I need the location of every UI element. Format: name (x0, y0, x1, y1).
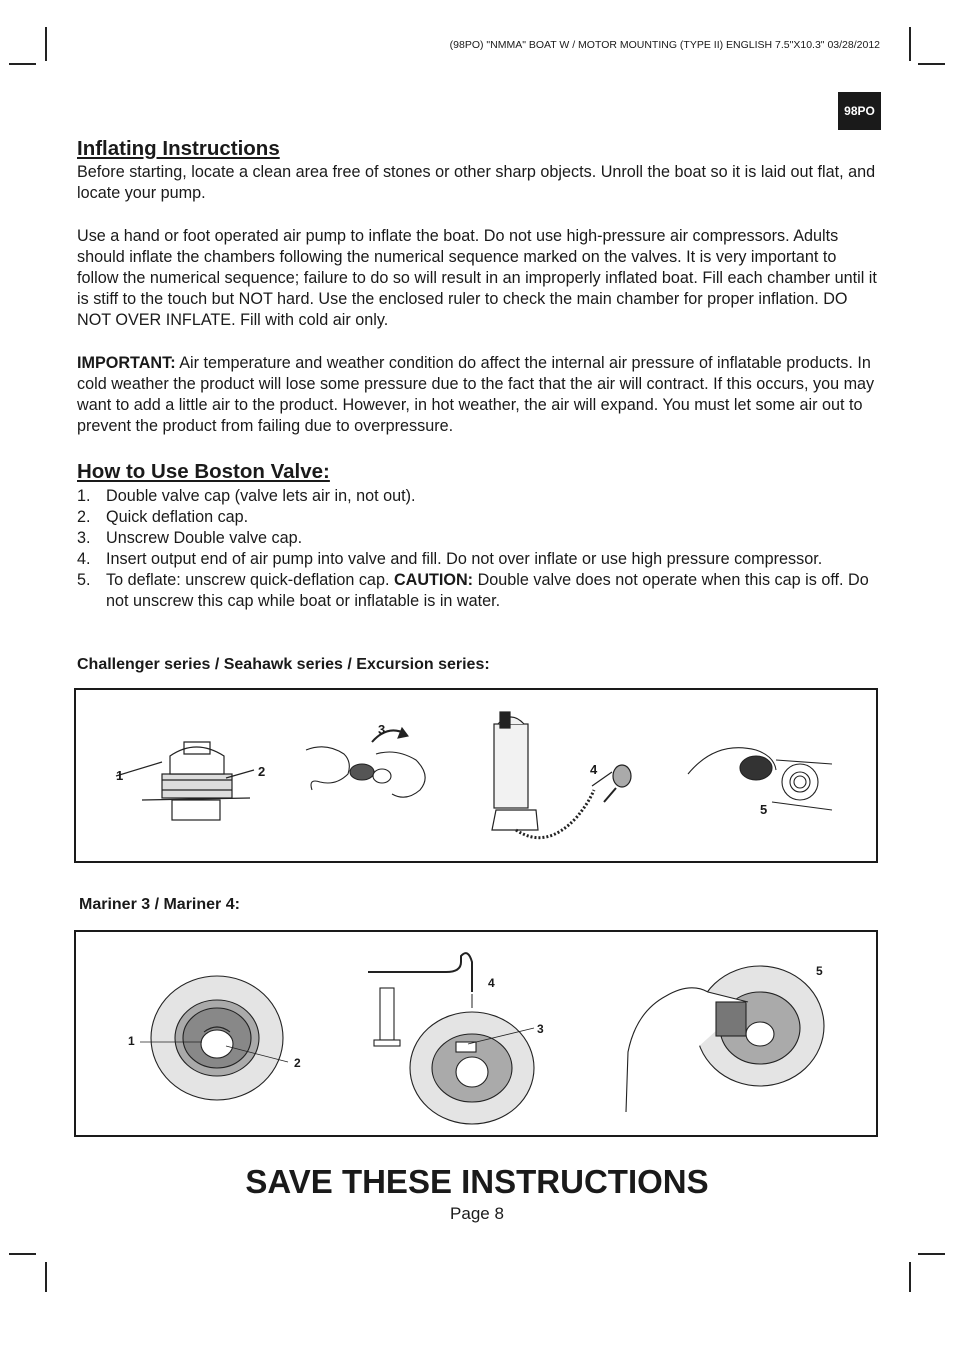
crop-mark (909, 27, 911, 61)
save-instructions-heading: SAVE THESE INSTRUCTIONS (245, 1163, 709, 1200)
document-header: (98PO) "NMMA" BOAT W / MOTOR MOUNTING (TYPE II) ENGLISH 7.5"X10.3" 03/28/2012 (449, 39, 880, 51)
crop-mark (909, 1262, 911, 1292)
figure-1-callout-5: 5 (760, 802, 768, 817)
figure-2-box (74, 930, 878, 1137)
figure-1-callout-4: 4 (590, 762, 598, 777)
figure-2-label: Mariner 3 / Mariner 4: (79, 896, 240, 913)
important-label: IMPORTANT: (77, 354, 176, 372)
figure-2-callout-5: 5 (816, 964, 823, 978)
crop-mark (918, 1253, 945, 1255)
figure-1-callout-2: 2 (258, 764, 266, 779)
boston-valve-steps (77, 486, 877, 612)
figure-1-callout-1: 1 (116, 768, 124, 783)
list-item: 4. Insert output end of air pump into valve and fill. Do not over inflate or use high pressure compressor. (77, 550, 823, 568)
figure-2-callout-2: 2 (294, 1056, 301, 1070)
valve-cap-illustration (76, 690, 880, 865)
important-note (77, 353, 877, 437)
list-item: 1. Double valve cap (valve lets air in, not out). (77, 487, 416, 505)
figure-2-callout-3: 3 (537, 1022, 544, 1036)
inflating-para-1: Before starting, locate a clean area free of stones or other sharp objects. Unroll the boat so it is laid out flat, and locate your pump. (77, 163, 876, 202)
crop-mark (918, 63, 945, 65)
crop-mark (45, 1262, 47, 1292)
list-item: 2. Quick deflation cap. (77, 508, 249, 526)
crop-mark (45, 27, 47, 61)
inflating-title: Inflating Instructions (77, 137, 280, 160)
figure-1-callout-3: 3 (378, 722, 386, 737)
figure-2-callout-1: 1 (128, 1034, 135, 1048)
mariner-valve-illustration (76, 932, 880, 1139)
model-code-badge: 98PO (838, 92, 881, 130)
boston-valve-title: How to Use Boston Valve: (77, 460, 330, 483)
figure-1-box (74, 688, 878, 863)
inflating-para-2: Use a hand or foot operated air pump to inflate the boat. Do not use high-pressure air compressors. Adults should inflate the chambers following the numerical sequence marked on the valves. It is very important to follow the numerical sequence; failure to do so will result in an improperly inflated boat. Fill each chamber until it is stiff to the touch but NOT hard. Use the enclosed ruler to check the main chamber for proper inflation. DO NOT OVER INFLATE. Fill with cold air only. (77, 227, 877, 329)
page-number: Page 8 (450, 1204, 504, 1223)
list-item: 3. Unscrew Double valve cap. (77, 529, 303, 547)
crop-mark (9, 63, 36, 65)
figure-2-callout-4: 4 (488, 976, 495, 990)
crop-mark (9, 1253, 36, 1255)
figure-1-label: Challenger series / Seahawk series / Excursion series: (77, 656, 490, 673)
caution-label: CAUTION: (393, 571, 474, 589)
list-item: 5. To deflate: unscrew quick-deflation cap. CAUTION: Double valve does not operate when this cap is off. Do not unscrew this cap while boat or inflatable is in water. (77, 571, 869, 610)
important-text: Air temperature and weather condition do affect the internal air pressure of inflatable products. In cold weather the product will lose some pressure due to the fact that the air will contract. If this occurs, you may want to add a little air to the product. However, in hot weather, the air will expand. You must let some air out to prevent the product from failing due to overpressure. (77, 354, 875, 435)
